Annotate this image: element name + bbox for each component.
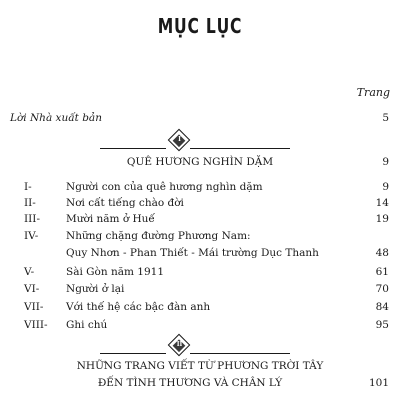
item-number: VII-: [24, 301, 44, 313]
item-title[interactable]: Sài Gòn năm 1911: [66, 266, 164, 278]
item-title[interactable]: Người con của quê hương nghìn dặm: [66, 181, 263, 193]
part-1-page: 9: [382, 156, 389, 168]
item-page: 19: [375, 213, 389, 225]
item-title[interactable]: Mười năm ở Huế: [66, 213, 155, 225]
page-title: MỤC LỤC: [157, 14, 243, 38]
item-page: 9: [382, 181, 389, 193]
item-page: 61: [375, 266, 389, 278]
item-title[interactable]: Quy Nhơn - Phan Thiết - Mái trường Dục Thanh: [66, 247, 319, 259]
part-2-title-line2[interactable]: ĐẾN TÌNH THƯƠNG VÀ CHÂN LÝ: [97, 377, 283, 389]
part-2-title-line1[interactable]: NHỮNG TRANG VIẾT TỪ PHƯƠNG TRỜI TÂY: [76, 360, 324, 372]
item-number: IV-: [24, 230, 39, 242]
part-2-page: 101: [368, 377, 389, 389]
part-1-title[interactable]: QUÊ HƯƠNG NGHÌN DẶM: [126, 156, 274, 168]
item-number: VIII-: [24, 319, 48, 331]
item-page: 14: [375, 197, 389, 209]
item-page: 70: [375, 283, 389, 295]
section-rule: [100, 148, 166, 149]
item-number: VI-: [24, 283, 40, 295]
item-page: 84: [375, 301, 389, 313]
preface-page: 5: [382, 112, 389, 124]
item-page: 48: [375, 247, 389, 259]
item-number: III-: [24, 213, 40, 225]
page-column-label: Trang: [356, 86, 390, 99]
item-title[interactable]: Người ở lại: [66, 283, 125, 295]
item-number: I-: [24, 181, 32, 193]
item-number: II-: [24, 197, 36, 209]
part-2-numeral: II: [176, 341, 183, 348]
section-rule: [190, 148, 290, 149]
section-rule: [100, 353, 166, 354]
item-title[interactable]: Nơi cất tiếng chào đời: [66, 197, 184, 209]
section-rule: [190, 353, 290, 354]
part-1-numeral: I: [178, 136, 181, 143]
item-page: 95: [375, 319, 389, 331]
item-title[interactable]: Với thế hệ các bậc đàn anh: [66, 301, 211, 313]
item-title[interactable]: Những chặng đường Phương Nam:: [66, 230, 251, 242]
item-title[interactable]: Ghi chú: [66, 319, 108, 331]
item-number: V-: [24, 266, 35, 278]
preface-title[interactable]: Lời Nhà xuất bản: [10, 112, 102, 124]
